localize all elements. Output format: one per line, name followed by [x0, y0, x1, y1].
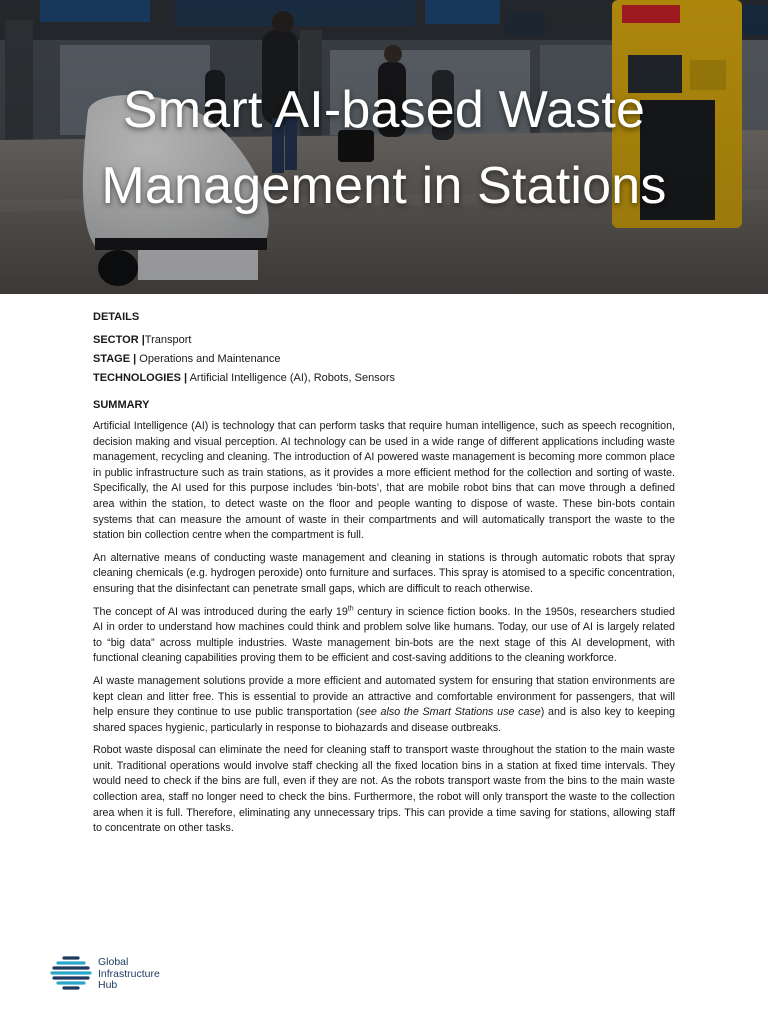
stage-label: STAGE | [93, 353, 137, 365]
logo-line-1: Global [98, 956, 129, 968]
summary-paragraph-3 [93, 605, 675, 667]
logo-line-2: Infrastructure [98, 967, 160, 980]
logo-wordmark [98, 957, 160, 992]
summary-paragraph-2: An alternative means of conducting waste management and cleaning in stations is through automatic robots that spray cleaning chemicals (e.g. hydrogen peroxide) onto furniture and surfaces. This spray is atomised to a specific concentration, ensuring that the disinfectant can penetrate small gaps, which are difficult to reach otherwise. [93, 551, 675, 595]
paragraph-4-part-a: AI waste management solutions provide a more efficient and automated system for ensuring that station environments are kept clean and litter free. This is essential to provide an attractive and comfortable environment for passengers, that will help ensure they continue to use public transportation ( [93, 674, 675, 719]
technologies-value: Artificial Intelligence (AI), Robots, Sensors [187, 372, 396, 384]
paragraph-3-part-b: century in science fiction books. In the 1950s, researchers studied AI in order to understand how machines could think and problem solve like humans. Today, our use of AI is largely related to “big data” across multiple industries. Waste management bin-bots are the next stage of this AI development, with functional cleaning capabilities proving them to be efficient and cost-saving additions to the cleaning workforce. [93, 605, 675, 665]
global-infrastructure-hub-logo [50, 955, 190, 995]
superscript-th: th [347, 604, 354, 612]
stage-value: Operations and Maintenance [136, 353, 281, 365]
document-body [93, 309, 675, 844]
technologies-row [93, 370, 675, 389]
paragraph-3-part-a: The concept of AI was introduced during the early 19 [93, 605, 348, 618]
summary-paragraph-5: Robot waste disposal can eliminate the need for cleaning staff to transport waste throughout the station to the main waste unit. Traditional operations would involve staff checking all the fixed location bins in a station at fixed time intervals. They would need to check if the bins are full, even if they are not. As the robots transport waste from the bins to the main waste collection area, staff no longer need to check the bins. Furthermore, the robot will only transport the waste to the collection area when it is full. Therefore, eliminating any unnecessary trips. This can provide a time saving for stations, allowing staff to concentrate on other tasks. [93, 744, 675, 835]
sector-value: Transport [144, 334, 192, 346]
stage-row [93, 351, 675, 370]
summary-paragraph-4 [93, 674, 675, 736]
smart-stations-reference: see also the Smart Stations use case [359, 706, 541, 719]
details-heading: DETAILS [93, 311, 140, 323]
summary-heading: SUMMARY [93, 399, 150, 411]
hero-banner [0, 0, 768, 294]
sector-row [93, 332, 675, 351]
summary-paragraph-1: Artificial Intelligence (AI) is technology that can perform tasks that require human intelligence, such as speech recognition, decision making and visual perception. AI technology can be used in a wide range of different applications including waste management, recycling and cleaning. The introduction of AI powered waste management is becoming more common place in public infrastructure such as train stations, as it provides a more efficient method for the collection and sorting of waste. Specifically, the AI used for this purpose includes ‘bin-bots’, that are mobile robot bins that can move through a defined area within the station, to detect waste on the floor and people wanting to dispose of waste. These bin-bots contain systems that can measure the amount of waste in their compartments and will automatically transport the waste to the station bin collection centre when the compartment is full. [93, 420, 675, 542]
gih-logo-icon [50, 955, 92, 993]
paragraph-4-part-b: ) and is also key to keeping shared spaces hygienic, particularly in response to biohazards and disease outbreaks. [93, 706, 675, 734]
title-line-1: Smart AI-based Waste [122, 81, 646, 139]
sector-label: SECTOR | [93, 334, 145, 346]
page-title [0, 72, 768, 224]
logo-line-3: Hub [98, 979, 118, 991]
title-line-2: Management in Stations [101, 157, 667, 215]
technologies-label: TECHNOLOGIES | [93, 372, 188, 384]
